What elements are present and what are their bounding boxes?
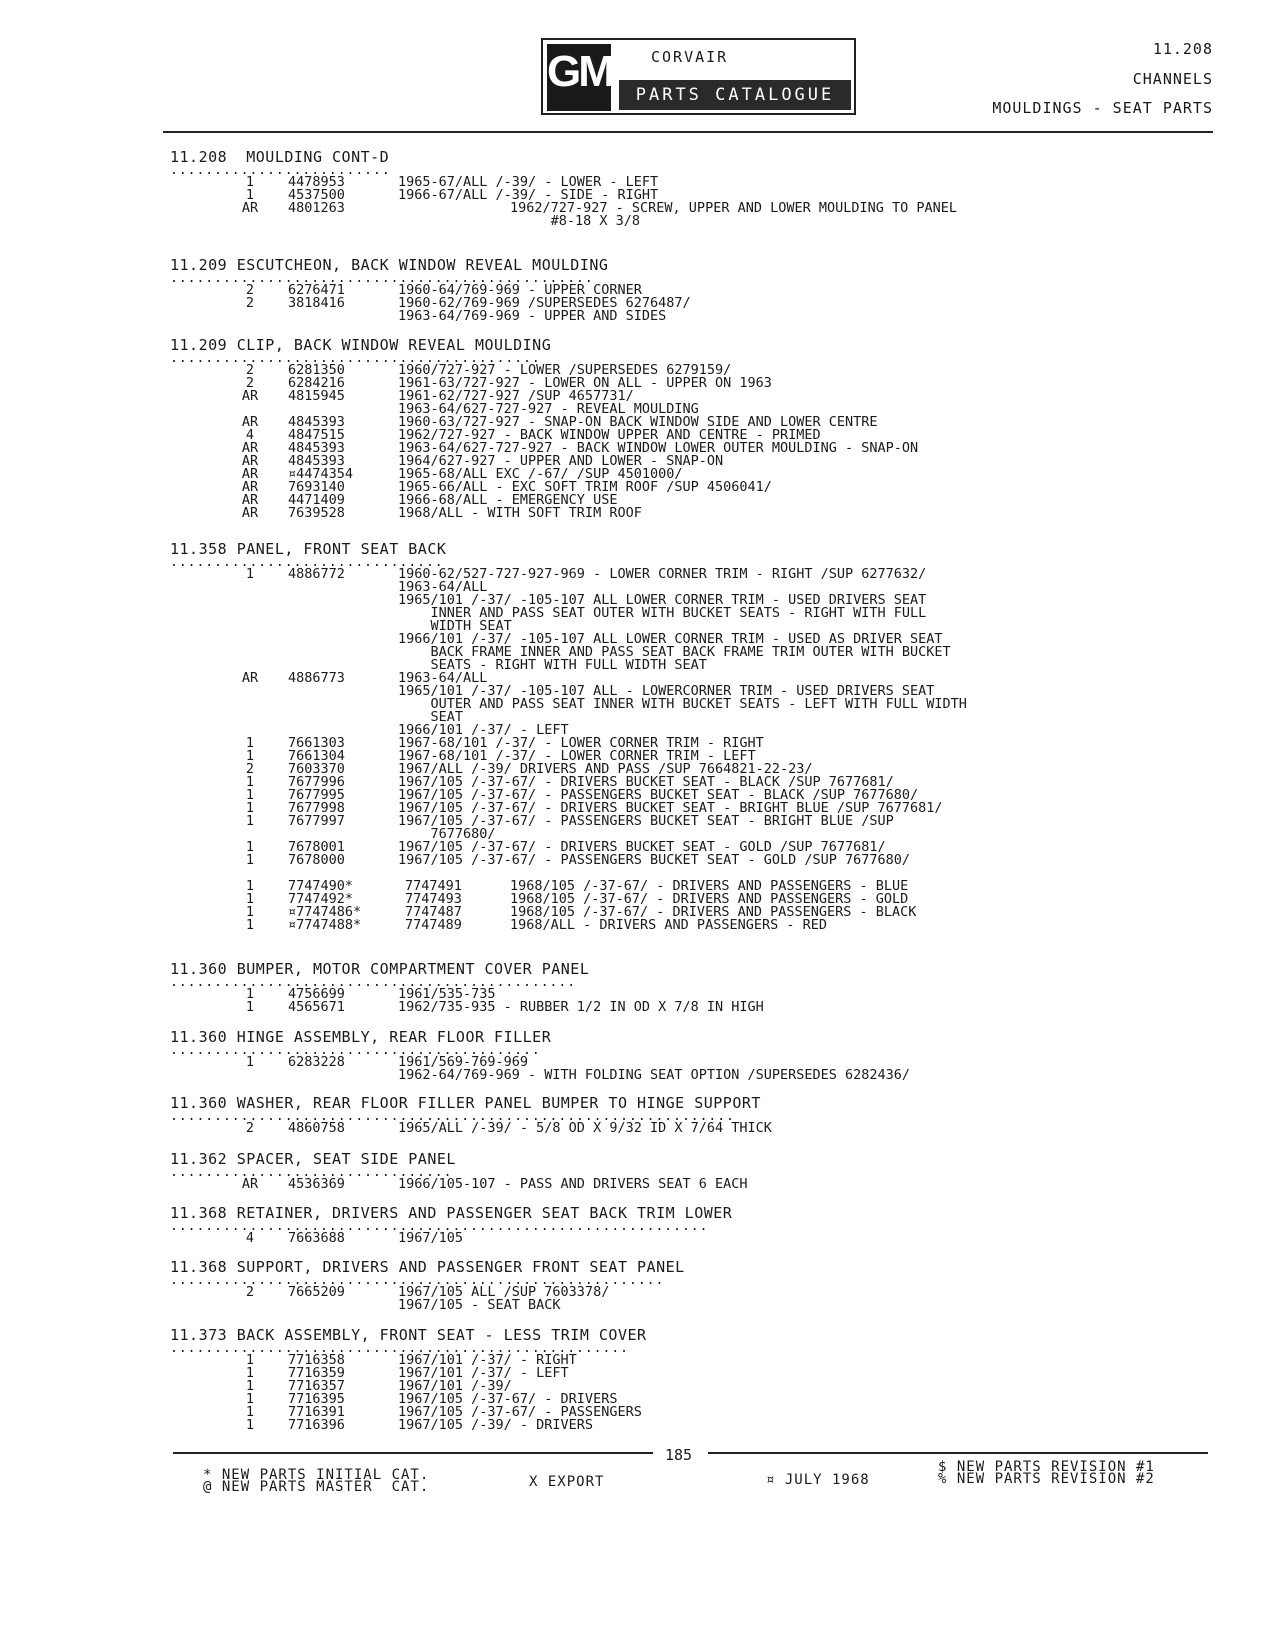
part-number: 4565671 <box>288 999 345 1015</box>
dot-leader: ................................................................ <box>170 1112 735 1122</box>
part-description: 1966-68/ALL - EMERGENCY USE <box>398 492 618 508</box>
part-description: 1965-67/ALL /-39/ - LOWER - LEFT <box>398 174 659 190</box>
quantity: 1 <box>245 999 255 1015</box>
part-number: 6276471 <box>288 282 345 298</box>
quantity: 1 <box>245 878 255 894</box>
quantity: 1 <box>245 891 255 907</box>
part-description: INNER AND PASS SEAT OUTER WITH BUCKET SEATS - RIGHT WITH FULL <box>398 605 927 621</box>
dot-leader: ................................................ <box>170 274 594 284</box>
part-description: 1965/ALL /-39/ - 5/8 OD X 9/32 ID X 7/64 THICK <box>398 1120 772 1136</box>
part-description: 1962/727-927 - BACK WINDOW UPPER AND CENTRE - PRIMED <box>398 427 821 443</box>
part-description: 1966/101 /-37/ -105-107 ALL LOWER CORNER TRIM - USED AS DRIVER SEAT <box>398 631 943 647</box>
part-number: 4845393 <box>288 440 345 456</box>
quantity: AR <box>241 492 259 508</box>
part-number: 7663688 <box>288 1230 345 1246</box>
part-description: 1967/101 /-37/ - LEFT <box>398 1365 569 1381</box>
part-number: 7716358 <box>288 1352 345 1368</box>
part-number: 7716396 <box>288 1417 345 1433</box>
part-number: 4815945 <box>288 388 345 404</box>
part-number: 7603370 <box>288 761 345 777</box>
part-description: 1968/105 /-37-67/ - DRIVERS AND PASSENGERS - GOLD <box>510 891 909 907</box>
part-row <box>170 1299 1220 1312</box>
quantity: 1 <box>245 1404 255 1420</box>
part-description: 1966/101 /-37/ - LEFT <box>398 722 569 738</box>
part-description: 1967/105 <box>398 1230 464 1246</box>
part-number: 7677996 <box>288 774 345 790</box>
quantity: 1 <box>245 566 255 582</box>
part-number: 7747492* <box>288 891 354 907</box>
part-description: 1961-63/727-927 - LOWER ON ALL - UPPER ON 1963 <box>398 375 772 391</box>
quantity: 1 <box>245 813 255 829</box>
parts-section <box>170 960 1220 1014</box>
part-description: 1963-64/627-727-927 - REVEAL MOULDING <box>398 401 699 417</box>
quantity: 2 <box>245 362 255 378</box>
part-row <box>170 1122 1220 1135</box>
alternate-part-number: 7747491 <box>405 878 462 894</box>
quantity: 1 <box>245 187 255 203</box>
part-description: #8-18 X 3/8 <box>510 213 641 229</box>
parts-section <box>170 1094 1220 1135</box>
footer-rule-right <box>708 1452 1208 1454</box>
part-number: 6283228 <box>288 1054 345 1070</box>
quantity: 1 <box>245 800 255 816</box>
catalogue-label: PARTS CATALOGUE <box>619 80 851 110</box>
part-description: WIDTH SEAT <box>398 618 512 634</box>
part-number: 3818416 <box>288 295 345 311</box>
quantity: 1 <box>245 1417 255 1433</box>
part-row <box>170 854 1220 867</box>
part-number: 7677998 <box>288 800 345 816</box>
part-description: OUTER AND PASS SEAT INNER WITH BUCKET SEATS - LEFT WITH FULL WIDTH <box>398 696 967 712</box>
part-description: 1962/735-935 - RUBBER 1/2 IN OD X 7/8 IN HIGH <box>398 999 764 1015</box>
quantity: AR <box>241 479 259 495</box>
legend-revision-1: $ NEW PARTS REVISION #1 <box>938 1459 1155 1475</box>
header-category-line2: MOULDINGS - SEAT PARTS <box>992 99 1213 117</box>
part-number: 7747490* <box>288 878 354 894</box>
quantity: AR <box>241 414 259 430</box>
part-description: 1966-67/ALL /-39/ - SIDE - RIGHT <box>398 187 659 203</box>
part-row <box>170 310 1220 323</box>
dot-leader: ................................ <box>170 1168 453 1178</box>
quantity: AR <box>241 1176 259 1192</box>
part-number: 4801263 <box>288 200 345 216</box>
part-number: 7677995 <box>288 787 345 803</box>
page-code: 11.208 <box>1152 40 1213 58</box>
part-row <box>170 1069 1220 1082</box>
quantity: 2 <box>245 761 255 777</box>
parts-section <box>170 1204 1220 1245</box>
quantity: 2 <box>245 375 255 391</box>
section-title: 11.368 RETAINER, DRIVERS AND PASSENGER SEAT BACK TRIM LOWER <box>170 1204 733 1222</box>
part-description: SEATS - RIGHT WITH FULL WIDTH SEAT <box>398 657 707 673</box>
part-description: 1963-64/769-969 - UPPER AND SIDES <box>398 308 667 324</box>
logo-underline <box>547 105 611 111</box>
part-description: 1965/101 /-37/ -105-107 ALL - LOWERCORNER TRIM - USED DRIVERS SEAT <box>398 683 935 699</box>
part-description: 1967-68/101 /-37/ - LOWER CORNER TRIM - LEFT <box>398 748 756 764</box>
part-description: 1967/105 /-37-67/ - PASSENGERS BUCKET SEAT - BLACK /SUP 7677680/ <box>398 787 919 803</box>
part-row <box>170 1178 1220 1191</box>
quantity: 1 <box>245 774 255 790</box>
gm-logo: GM <box>547 44 611 108</box>
quantity: 1 <box>245 1365 255 1381</box>
part-description: 1962-64/769-969 - WITH FOLDING SEAT OPTION /SUPERSEDES 6282436/ <box>398 1067 911 1083</box>
quantity: 2 <box>245 295 255 311</box>
parts-section <box>170 1028 1220 1082</box>
parts-section <box>170 336 1220 520</box>
part-number: ¤7747488* <box>288 917 362 933</box>
quantity: AR <box>241 388 259 404</box>
section-title: 11.360 HINGE ASSEMBLY, REAR FLOOR FILLER <box>170 1028 552 1046</box>
part-row <box>170 1232 1220 1245</box>
quantity: AR <box>241 466 259 482</box>
part-number: 7693140 <box>288 479 345 495</box>
part-description: 1967/105 /-37-67/ - DRIVERS BUCKET SEAT - BLACK /SUP 7677681/ <box>398 774 894 790</box>
parts-section <box>170 1326 1220 1432</box>
legend-revision-2: % NEW PARTS REVISION #2 <box>938 1471 1155 1487</box>
part-number: 4845393 <box>288 453 345 469</box>
part-description: 1961/535-735 <box>398 986 496 1002</box>
part-number: ¤4474354 <box>288 466 354 482</box>
part-description: 1960/727-927 - LOWER /SUPERSEDES 6279159/ <box>398 362 732 378</box>
dot-leader: .......................................... <box>170 1046 541 1056</box>
parts-section <box>170 540 1220 932</box>
part-row <box>170 607 1220 620</box>
part-number: 7716357 <box>288 1378 345 1394</box>
quantity: AR <box>241 440 259 456</box>
quantity: 1 <box>245 174 255 190</box>
quantity: AR <box>241 453 259 469</box>
part-description: 1967/105 /-37-67/ - PASSENGERS BUCKET SEAT - GOLD /SUP 7677680/ <box>398 852 911 868</box>
section-title: 11.360 WASHER, REAR FLOOR FILLER PANEL BUMPER TO HINGE SUPPORT <box>170 1094 761 1112</box>
section-title: 11.208 MOULDING CONT-D <box>170 148 390 166</box>
header-rule <box>163 131 1213 133</box>
part-description: 1965-66/ALL - EXC SOFT TRIM ROOF /SUP 4506041/ <box>398 479 772 495</box>
legend-export: X EXPORT <box>529 1474 605 1490</box>
part-description: 1960-64/769-969 - UPPER CORNER <box>398 282 642 298</box>
part-description: 7677680/ <box>398 826 496 842</box>
part-number: 4860758 <box>288 1120 345 1136</box>
dot-leader: .......................................... <box>170 354 541 364</box>
part-description: 1967/105 /-37-67/ - DRIVERS BUCKET SEAT - GOLD /SUP 7677681/ <box>398 839 886 855</box>
part-number: 7678001 <box>288 839 345 855</box>
dot-leader: ............................... <box>170 558 444 568</box>
part-description: 1961-62/727-927 /SUP 4657731/ <box>398 388 634 404</box>
part-description: 1967/105 - SEAT BACK <box>398 1297 561 1313</box>
quantity: 1 <box>245 1391 255 1407</box>
part-description: 1964/627-927 - UPPER AND LOWER - SNAP-ON <box>398 453 724 469</box>
part-number: 7716391 <box>288 1404 345 1420</box>
part-row <box>170 919 1220 932</box>
part-number: 4471409 <box>288 492 345 508</box>
quantity: 1 <box>245 1352 255 1368</box>
part-description: 1967/105 ALL /SUP 7603378/ <box>398 1284 610 1300</box>
quantity: 4 <box>245 1230 255 1246</box>
parts-section <box>170 1258 1220 1312</box>
part-number: 7677997 <box>288 813 345 829</box>
part-description: 1963-64/ALL <box>398 579 488 595</box>
part-description: 1968/ALL - DRIVERS AND PASSENGERS - RED <box>510 917 827 933</box>
quantity: 1 <box>245 787 255 803</box>
part-number: 7716359 <box>288 1365 345 1381</box>
part-row <box>170 215 1220 228</box>
part-number: 6284216 <box>288 375 345 391</box>
part-number: 4886772 <box>288 566 345 582</box>
quantity: 1 <box>245 904 255 920</box>
part-row <box>170 711 1220 724</box>
dot-leader: ........................................................ <box>170 1276 665 1286</box>
part-number: 4847515 <box>288 427 345 443</box>
part-description: 1966/105-107 - PASS AND DRIVERS SEAT 6 EACH <box>398 1176 748 1192</box>
part-row <box>170 507 1220 520</box>
part-description: 1967/ALL /-39/ DRIVERS AND PASS /SUP 7664821-22-23/ <box>398 761 813 777</box>
part-number: 4537500 <box>288 187 345 203</box>
header-category-line1: CHANNELS <box>1132 70 1213 88</box>
alternate-part-number: 7747489 <box>405 917 462 933</box>
part-number: 7661303 <box>288 735 345 751</box>
dot-leader: .............................................. <box>170 978 577 988</box>
part-description: 1967/101 /-37/ - RIGHT <box>398 1352 577 1368</box>
catalogue-date: ¤ JULY 1968 <box>766 1472 870 1488</box>
part-row <box>170 202 1220 215</box>
quantity: 2 <box>245 282 255 298</box>
brand-name: CORVAIR <box>651 48 729 66</box>
part-row <box>170 698 1220 711</box>
quantity: 1 <box>245 917 255 933</box>
part-description: 1967-68/101 /-37/ - LOWER CORNER TRIM - RIGHT <box>398 735 764 751</box>
part-description: 1963-64/627-727-927 - BACK WINDOW LOWER OUTER MOULDING - SNAP-ON <box>398 440 919 456</box>
footer-rule-left <box>173 1452 653 1454</box>
quantity: 2 <box>245 1284 255 1300</box>
quantity: 2 <box>245 1120 255 1136</box>
part-number: 7665209 <box>288 1284 345 1300</box>
part-description: 1968/ALL - WITH SOFT TRIM ROOF <box>398 505 642 521</box>
legend-initial-cat: * NEW PARTS INITIAL CAT. <box>203 1467 430 1483</box>
dot-leader: .................................................... <box>170 1344 629 1354</box>
part-number: 7716395 <box>288 1391 345 1407</box>
part-description: 1962/727-927 - SCREW, UPPER AND LOWER MOULDING TO PANEL <box>510 200 958 216</box>
part-description: 1960-63/727-927 - SNAP-ON BACK WINDOW SIDE AND LOWER CENTRE <box>398 414 878 430</box>
part-description: 1961/569-769-969 <box>398 1054 529 1070</box>
part-description: 1965/101 /-37/ -105-107 ALL LOWER CORNER TRIM - USED DRIVERS SEAT <box>398 592 927 608</box>
part-row <box>170 815 1220 828</box>
part-number: 7639528 <box>288 505 345 521</box>
part-row <box>170 1001 1220 1014</box>
part-row <box>170 297 1220 310</box>
alternate-part-number: 7747493 <box>405 891 462 907</box>
part-number: 6281350 <box>288 362 345 378</box>
quantity: 4 <box>245 427 255 443</box>
part-row <box>170 1286 1220 1299</box>
quantity: 1 <box>245 986 255 1002</box>
dot-leader: ......................... <box>170 166 391 176</box>
part-row <box>170 568 1220 581</box>
parts-section <box>170 1150 1220 1191</box>
quantity: AR <box>241 200 259 216</box>
part-description: SEAT <box>398 709 464 725</box>
part-number: 4845393 <box>288 414 345 430</box>
quantity: AR <box>241 505 259 521</box>
section-title: 11.209 ESCUTCHEON, BACK WINDOW REVEAL MOULDING <box>170 256 609 274</box>
part-description: 1967/105 /-37-67/ - PASSENGERS <box>398 1404 642 1420</box>
part-description: 1967/105 /-39/ - DRIVERS <box>398 1417 594 1433</box>
parts-section <box>170 256 1220 323</box>
part-description: 1963-64/ALL <box>398 670 488 686</box>
part-description: 1960-62/527-727-927-969 - LOWER CORNER TRIM - RIGHT /SUP 6277632/ <box>398 566 927 582</box>
part-description: 1967/105 /-37-67/ - DRIVERS <box>398 1391 618 1407</box>
part-description: 1968/105 /-37-67/ - DRIVERS AND PASSENGERS - BLACK <box>510 904 917 920</box>
quantity: 1 <box>245 852 255 868</box>
part-number: 4478953 <box>288 174 345 190</box>
part-description: 1967/101 /-39/ <box>398 1378 512 1394</box>
part-description: 1960-62/769-969 /SUPERSEDES 6276487/ <box>398 295 691 311</box>
alternate-part-number: 7747487 <box>405 904 462 920</box>
gm-parts-catalogue-logo <box>541 38 856 115</box>
section-title: 11.373 BACK ASSEMBLY, FRONT SEAT - LESS TRIM COVER <box>170 1326 647 1344</box>
quantity: 1 <box>245 735 255 751</box>
part-number: 4536369 <box>288 1176 345 1192</box>
quantity: AR <box>241 670 259 686</box>
part-description: 1968/105 /-37-67/ - DRIVERS AND PASSENGERS - BLUE <box>510 878 909 894</box>
quantity: 1 <box>245 748 255 764</box>
legend-master-cat: @ NEW PARTS MASTER CAT. <box>203 1479 430 1495</box>
part-row <box>170 1419 1220 1432</box>
part-number: 7661304 <box>288 748 345 764</box>
page-number: 185 <box>665 1446 693 1464</box>
part-number: 7678000 <box>288 852 345 868</box>
section-title: 11.358 PANEL, FRONT SEAT BACK <box>170 540 447 558</box>
section-title: 11.362 SPACER, SEAT SIDE PANEL <box>170 1150 456 1168</box>
quantity: 1 <box>245 1378 255 1394</box>
section-title: 11.360 BUMPER, MOTOR COMPARTMENT COVER PANEL <box>170 960 590 978</box>
quantity: 1 <box>245 1054 255 1070</box>
part-description: 1967/105 /-37-67/ - PASSENGERS BUCKET SEAT - BRIGHT BLUE /SUP <box>398 813 894 829</box>
quantity: 1 <box>245 839 255 855</box>
part-description: 1965-68/ALL EXC /-67/ /SUP 4501000/ <box>398 466 683 482</box>
part-description: 1967/105 /-37-67/ - DRIVERS BUCKET SEAT - BRIGHT BLUE /SUP 7677681/ <box>398 800 943 816</box>
part-description: BACK FRAME INNER AND PASS SEAT BACK FRAME TRIM OUTER WITH BUCKET <box>398 644 951 660</box>
section-title: 11.209 CLIP, BACK WINDOW REVEAL MOULDING <box>170 336 552 354</box>
part-number: 4886773 <box>288 670 345 686</box>
parts-section <box>170 148 1220 228</box>
part-number: 4756699 <box>288 986 345 1002</box>
section-title: 11.368 SUPPORT, DRIVERS AND PASSENGER FRONT SEAT PANEL <box>170 1258 685 1276</box>
dot-leader: ............................................................. <box>170 1222 709 1232</box>
part-number: ¤7747486* <box>288 904 362 920</box>
